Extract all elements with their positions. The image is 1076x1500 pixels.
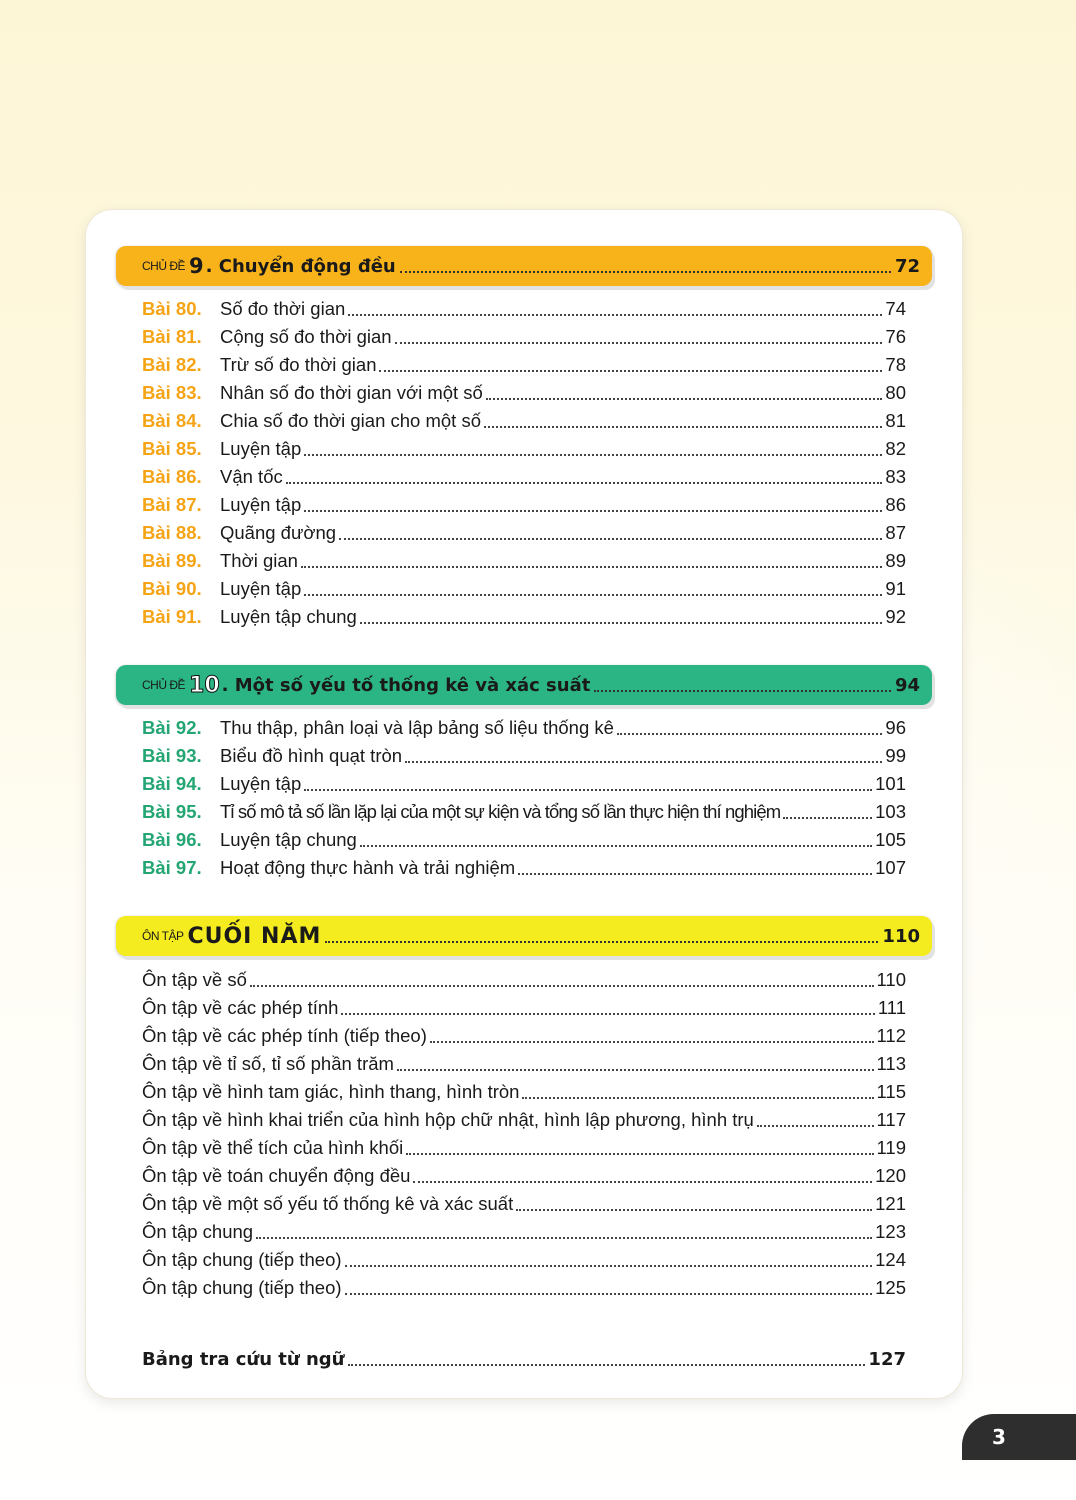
toc-entry[interactable] [142,798,906,826]
lesson-number: Bài 88. [142,522,202,543]
entry-page: 82 [885,438,906,459]
leader-dots [345,1293,873,1295]
lesson-number: Bài 85. [142,438,202,459]
entry-page: 105 [875,829,906,850]
entry-page: 92 [885,606,906,627]
leader-dots [341,1013,874,1015]
lesson-number: Bài 90. [142,578,202,599]
leader-dots [430,1041,874,1043]
entry-title: Tỉ số mô tả số lần lặp lại của một sự kiện và tổng số lần thực hiện thí nghiệm [220,801,781,822]
topic-title: . Một số yếu tố thống kê và xác suất [221,674,591,696]
entry-title: Luyện tập chung [220,829,357,850]
leader-dots [348,1364,866,1366]
entry-page: 120 [875,1165,906,1186]
toc-entry[interactable] [142,966,906,994]
review-banner [116,916,932,956]
topic-number: 10 [189,672,220,698]
toc-entry[interactable] [142,1078,906,1106]
toc-entry[interactable] [142,1106,906,1134]
entry-title: Ôn tập về một số yếu tố thống kê và xác suất [142,1193,514,1214]
toc-entry[interactable] [142,742,906,770]
toc-entry[interactable] [142,714,906,742]
lesson-number: Bài 83. [142,382,202,403]
topic-label: CHỦ ĐỀ [142,678,186,692]
entry-page: 119 [876,1137,906,1158]
entry-title: Quãng đường [220,522,337,543]
entry-title: Ôn tập về các phép tính [142,997,339,1018]
entry-page: 113 [876,1053,906,1074]
leader-dots [405,761,882,763]
leader-dots [339,538,882,540]
lesson-number: Bài 84. [142,410,202,431]
leader-dots [360,622,883,624]
topic-page: 72 [894,255,920,277]
toc-entry[interactable] [142,1274,906,1302]
entry-page: 117 [876,1109,906,1130]
entry-page: 115 [876,1081,906,1102]
leader-dots [486,398,883,400]
leader-dots [379,370,882,372]
entry-page: 81 [885,410,906,431]
leader-dots [783,817,872,819]
review-title: CUỐI NĂM [187,923,322,949]
topic-title: . Chuyển động đều [205,255,396,277]
entry-page: 111 [877,997,906,1018]
leader-dots [348,314,882,316]
entry-title: Cộng số đo thời gian [220,326,392,347]
toc-entry[interactable] [142,295,906,323]
entry-title: Ôn tập về thể tích của hình khối [142,1137,404,1158]
entry-page: 76 [885,326,906,347]
entry-page: 125 [875,1277,906,1298]
entry-page: 99 [885,745,906,766]
toc-entry[interactable] [142,770,906,798]
entry-title: Ôn tập về hình tam giác, hình thang, hình tròn [142,1081,520,1102]
leader-dots [304,510,882,512]
toc-entry[interactable] [142,519,906,547]
toc-entry[interactable] [142,323,906,351]
entry-page: 83 [885,466,906,487]
entry-title: Ôn tập về toán chuyển động đều [142,1165,411,1186]
toc-entry[interactable] [142,491,906,519]
topic-page: 94 [894,674,920,696]
toc-entry[interactable] [142,547,906,575]
entry-title: Ôn tập về số [142,969,247,990]
toc-entry[interactable] [142,603,906,631]
leader-dots [250,985,874,987]
toc-entry[interactable] [142,351,906,379]
lesson-number: Bài 80. [142,298,202,319]
leader-dots [594,690,891,692]
toc-entry[interactable] [142,1190,906,1218]
entry-page: 78 [885,354,906,375]
toc-entry[interactable] [142,463,906,491]
lesson-number: Bài 89. [142,550,202,571]
leader-dots [345,1265,873,1267]
toc-entry[interactable] [142,1246,906,1274]
entry-page: 74 [885,298,906,319]
lesson-number: Bài 82. [142,354,202,375]
page-number: 3 [992,1425,1006,1449]
leader-dots [413,1181,872,1183]
entry-title: Vận tốc [220,466,283,487]
lesson-number: Bài 95. [142,801,202,822]
toc-entry[interactable] [142,407,906,435]
entry-title: Ôn tập về các phép tính (tiếp theo) [142,1025,427,1046]
leader-dots [304,454,882,456]
page-number-tab [962,1414,1076,1460]
leader-dots [304,594,882,596]
toc-entry[interactable] [142,1218,906,1246]
entry-title: Ôn tập về hình khai triển của hình hộp chữ nhật, hình lập phương, hình trụ [142,1109,754,1130]
entry-page: 124 [875,1249,906,1270]
toc-entry[interactable] [142,435,906,463]
leader-dots [304,789,872,791]
lesson-number: Bài 94. [142,773,202,794]
entry-title: Luyện tập chung [220,606,357,627]
entry-title: Chia số đo thời gian cho một số [220,410,481,431]
leader-dots [617,733,882,735]
entry-title: Luyện tập [220,494,302,515]
entry-page: 123 [875,1221,906,1242]
lesson-number: Bài 86. [142,466,202,487]
leader-dots [256,1237,872,1239]
leader-dots [395,342,883,344]
entry-title: Thu thập, phân loại và lập bảng số liệu thống kê [220,717,614,738]
topic-10-banner [116,665,932,705]
toc-entry[interactable] [142,379,906,407]
leader-dots [522,1097,873,1099]
toc-entry[interactable] [142,1022,906,1050]
lesson-number: Bài 87. [142,494,202,515]
topic-label: CHỦ ĐỀ [142,259,186,273]
toc-entry[interactable] [142,826,906,854]
lesson-number: Bài 96. [142,829,202,850]
entry-page: 89 [885,550,906,571]
leader-dots [360,845,872,847]
lesson-number: Bài 97. [142,857,202,878]
entry-page: 103 [875,801,906,822]
entry-page: 80 [885,382,906,403]
lesson-number: Bài 91. [142,606,202,627]
review-page: 110 [882,925,920,947]
entry-title: Luyện tập [220,773,302,794]
glossary-entry[interactable] [142,1345,906,1373]
entry-page: 107 [875,857,906,878]
entry-title: Thời gian [220,550,298,571]
toc-entry[interactable] [142,575,906,603]
leader-dots [301,566,882,568]
toc-entry[interactable] [142,994,906,1022]
leader-dots [516,1209,872,1211]
topic-9-banner [116,246,932,286]
toc-entry[interactable] [142,1162,906,1190]
leader-dots [757,1125,874,1127]
entry-page: 87 [885,522,906,543]
entry-title: Hoạt động thực hành và trải nghiệm [220,857,516,878]
entry-title: Trừ số đo thời gian [220,354,377,375]
lesson-number: Bài 81. [142,326,202,347]
glossary-page: 127 [868,1348,906,1370]
entry-page: 112 [876,1025,906,1046]
lesson-number: Bài 92. [142,717,202,738]
leader-dots [286,482,883,484]
entry-page: 101 [875,773,906,794]
entry-title: Ôn tập chung (tiếp theo) [142,1277,342,1298]
glossary-title: Bảng tra cứu từ ngữ [142,1348,345,1370]
entry-page: 96 [885,717,906,738]
leader-dots [518,873,872,875]
entry-title: Nhân số đo thời gian với một số [220,382,483,403]
leader-dots [400,271,891,273]
entry-page: 86 [885,494,906,515]
entry-title: Ôn tập về tỉ số, tỉ số phần trăm [142,1053,394,1074]
leader-dots [397,1069,874,1071]
entry-title: Luyện tập [220,578,302,599]
topic-number: 9 [189,254,204,278]
entry-title: Ôn tập chung (tiếp theo) [142,1249,342,1270]
leader-dots [406,1153,873,1155]
toc-entry[interactable] [142,854,906,882]
entry-page: 121 [875,1193,906,1214]
review-label: ÔN TẬP [142,929,184,943]
entry-title: Ôn tập chung [142,1221,254,1242]
lesson-number: Bài 93. [142,745,202,766]
leader-dots [484,426,882,428]
entry-title: Số đo thời gian [220,298,346,319]
entry-page: 110 [876,969,906,990]
leader-dots [325,941,878,943]
entry-title: Luyện tập [220,438,302,459]
toc-entry[interactable] [142,1134,906,1162]
toc-entry[interactable] [142,1050,906,1078]
entry-page: 91 [885,578,906,599]
entry-title: Biểu đồ hình quạt tròn [220,745,403,766]
